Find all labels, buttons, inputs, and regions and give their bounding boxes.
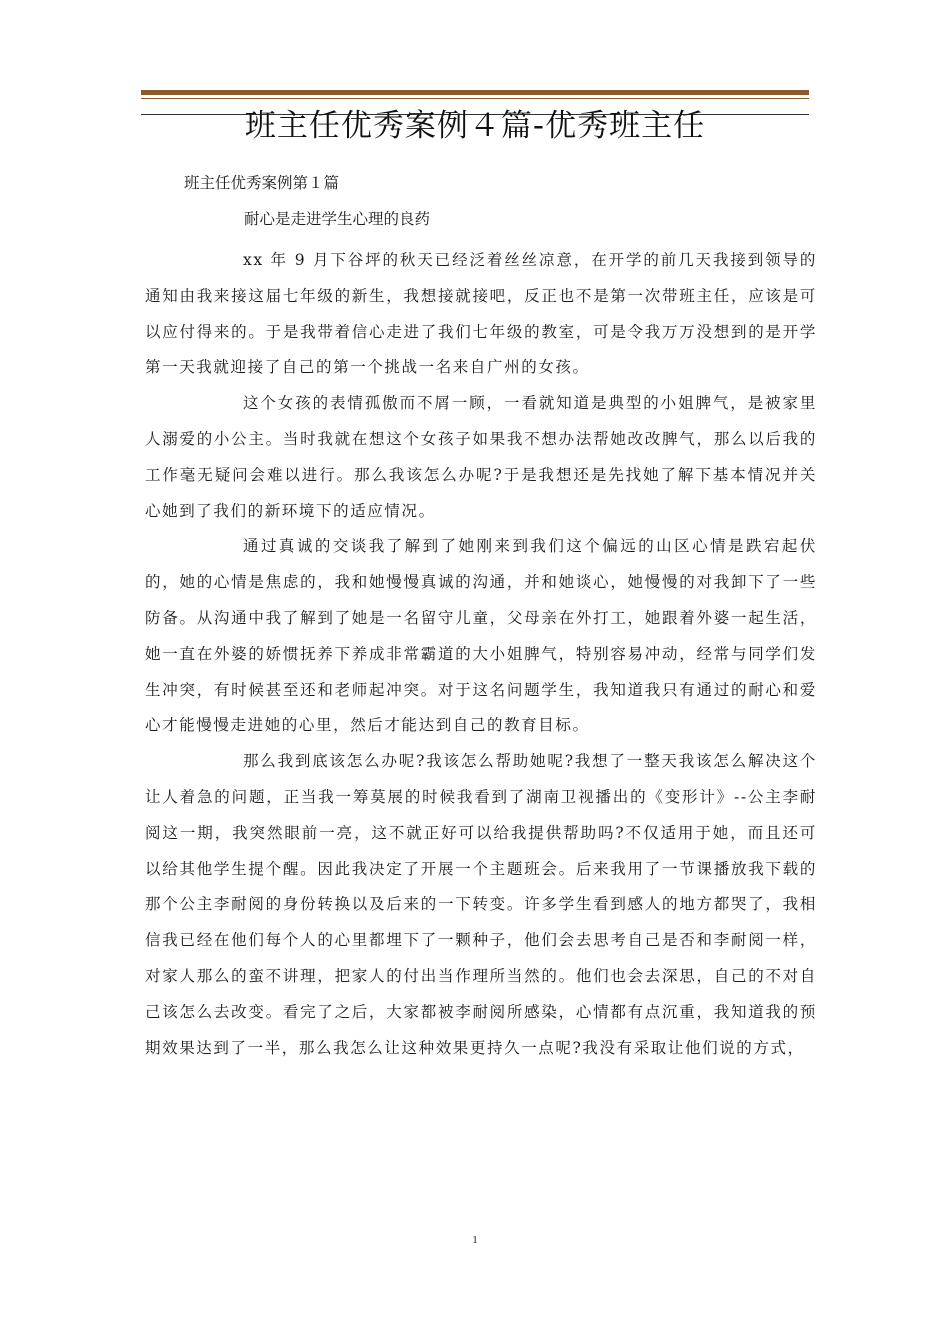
- page-number: 1: [472, 1234, 478, 1246]
- page-title: 班主任优秀案例４篇-优秀班主任: [244, 108, 706, 144]
- section-heading: 耐心是走进学生心理的良药: [244, 210, 431, 228]
- paragraph: 那么我到底该怎么办呢?我该怎么帮助她呢?我想了一整天我该怎么解决这个让人着急的问题，正当我一筹莫展的时候我看到了湖南卫视播出的《变形计》--公主李耐阅这一期，我突然眼前一亮，这不就正好可以给我提供帮助吗?不仅适用于她，而且还可以给其他学生提个醒。因此我决定了开展一个主题班会。后来我用了一节课播放我下载的那个公主李耐阅的身份转换以及后来的一下转变。许多学生看到感人的地方都哭了，我相信我已经在他们每个人的心里都埋下了一颗种子，他们会去思考自己是否和李耐阅一样，对家人那么的蛮不讲理，把家人的付出当作理所当然的。他们也会去深思，自己的不对自己该怎么去改变。看完了之后，大家都被李耐阅所感染，心情都有点沉重，我知道我的预期效果达到了一半，那么我怎么让这种效果更持久一点呢?我没有采取让他们说的方式，: [145, 752, 817, 1057]
- article-subtitle: 班主任优秀案例第１篇: [184, 174, 340, 192]
- paragraph: xx 年 9 月下谷坪的秋天已经泛着丝丝凉意，在开学的前几天我接到领导的通知由我来接这届七年级的新生，我想接就接吧，反正也不是第一次带班主任，应该是可以应付得来的。于是我带着信心走进了我们七年级的教室，可是令我万万没想到的是开学第一天我就迎接了自己的第一个挑战一名来自广州的女孩。: [145, 251, 817, 377]
- header-rule-thick: [141, 90, 809, 95]
- paragraph: 这个女孩的表情孤傲而不屑一顾，一看就知道是典型的小姐脾气，是被家里人溺爱的小公主。当时我就在想这个女孩子如果我不想办法帮她改改脾气，那么以后我的工作毫无疑问会难以进行。那么我该怎么办呢?于是我想还是先找她了解下基本情况并关心她到了我们的新环境下的适应情况。: [145, 394, 817, 520]
- header-rule-thin: [141, 98, 809, 99]
- paragraph: 通过真诚的交谈我了解到了她刚来到我们这个偏远的山区心情是跌宕起伏的，她的心情是焦虑的，我和她慢慢真诚的沟通，并和她谈心，她慢慢的对我卸下了一些防备。从沟通中我了解到了她是一名留守儿童，父母亲在外打工，她跟着外婆一起生活，她一直在外婆的娇惯抚养下养成非常霸道的大小姐脾气，特别容易冲动，经常与同学们发生冲突，有时候甚至还和老师起冲突。对于这名问题学生，我知道我只有通过的耐心和爱心才能慢慢走进她的心里，然后才能达到自己的教育目标。: [145, 537, 817, 735]
- article-body: [145, 243, 817, 1066]
